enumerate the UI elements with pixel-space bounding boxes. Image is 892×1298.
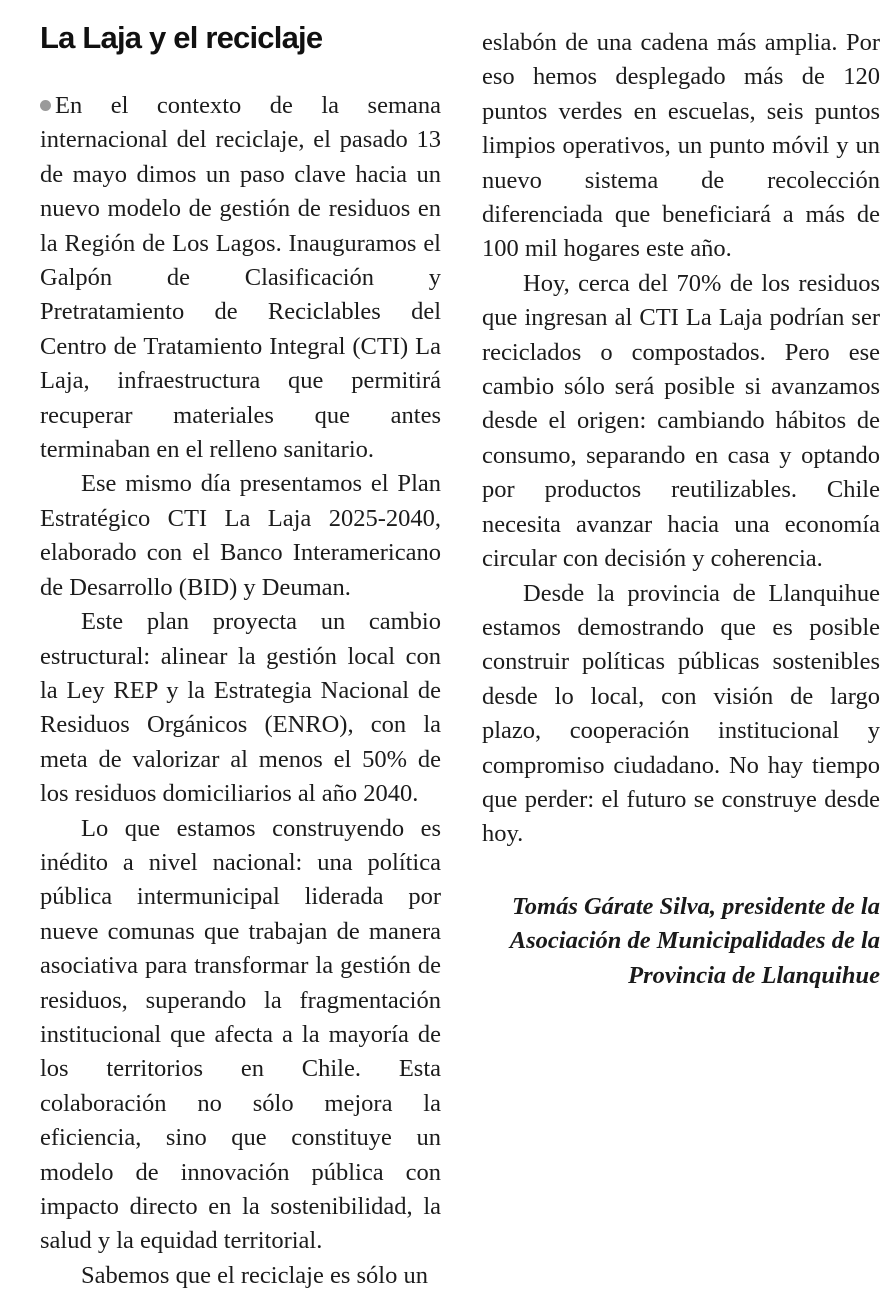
paragraph-recycling-start: Sabemos que el reciclaje es sólo un <box>81 1261 428 1289</box>
paragraph-intro-text: En el contexto de la semana internacional del reciclaje, el pasado 13 de mayo dimos un paso clave hacia un nuevo modelo de gestión de residuos en la Región de Los Lagos. Inauguramos el Galpón de Clasificación y Pretratamiento de Reciclables del Centro de Tratamiento Integral (CTI) La Laja, infraestructura que permitirá recuperar materiales que antes terminaban en el relleno sanitario. <box>40 92 441 464</box>
paragraph-intro <box>40 89 441 467</box>
signature-line-1: Tomás Gárate Silva, presidente de la <box>512 893 880 920</box>
signature-line-3: Provincia de Llanquihue <box>628 961 880 989</box>
paragraph-waste-percentage: Hoy, cerca del 70% de los residuos que ingresan al CTI La Laja podrían ser reciclados o compostados. Pero ese cambio sólo será posible si avanzamos desde el origen: cambiando hábitos de consumo, separando en casa y optando por productos reutilizables. Chile necesita avanzar hacia una economía circular con decisión y coherencia. <box>482 269 880 573</box>
paragraph-plan: Ese mismo día presentamos el Plan Estratégico CTI La Laja 2025-2040, elaborado con el Banco Interamericano de Desarrollo (BID) y Deuman. <box>40 470 441 601</box>
author-signature <box>482 890 880 993</box>
bullet-icon <box>40 100 51 111</box>
right-column <box>482 26 880 852</box>
paragraph-closing: Desde la provincia de Llanquihue estamos demostrando que es posible construir políticas públicas sostenibles desde lo local, con visión de largo plazo, cooperación institucional y compromiso ciudadano. No hay tiempo que perder: el futuro se construye desde hoy. <box>482 579 880 848</box>
paragraph-structural-change: Este plan proyecta un cambio estructural: alinear la gestión local con la Ley REP y la Estrategia Nacional de Residuos Orgánicos (ENRO), con la meta de valorizar al menos el 50% de los residuos domiciliarios al año 2040. <box>40 608 441 808</box>
paragraph-recycling-continued: eslabón de una cadena más amplia. Por eso hemos desplegado más de 120 puntos verdes en escuelas, seis puntos limpios operativos, un punto móvil y un nuevo sistema de recolección diferenciada que beneficiará a más de 100 mil hogares este año. <box>482 29 880 263</box>
left-column <box>40 89 441 1293</box>
paragraph-intermunicipal-policy: Lo que estamos construyendo es inédito a nivel nacional: una política pública intermunicipal liderada por nueve comunas que trabajan de manera asociativa para transformar la gestión de residuos, superando la fragmentación institucional que afecta a la mayoría de los territorios en Chile. Esta colaboración no sólo mejora la eficiencia, sino que constituye un modelo de innovación pública con impacto directo en la sostenibilidad, la salud y la equidad territorial. <box>40 814 441 1255</box>
signature-line-2: Asociación de Municipalidades de la <box>509 927 880 955</box>
article-title: La Laja y el reciclaje <box>40 20 323 55</box>
